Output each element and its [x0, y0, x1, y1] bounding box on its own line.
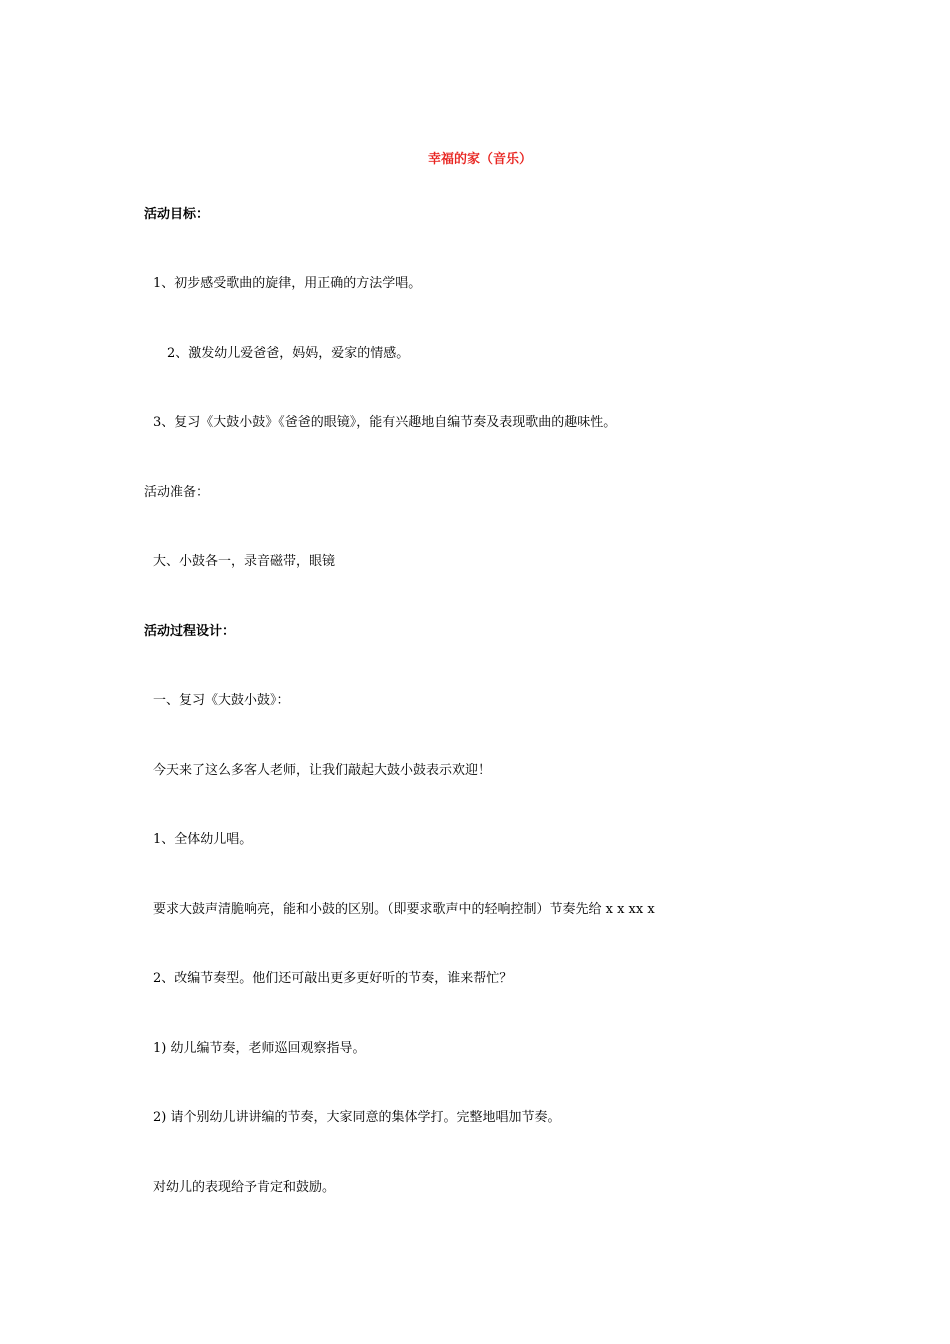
document-title: 幸福的家（音乐）	[427, 152, 532, 167]
process-sub-step-2: 2、改编节奏型。他们还可敲出更多更好听的节奏，谁来帮忙？	[153, 971, 513, 986]
process-closing: 对幼儿的表现给予肯定和鼓励。	[153, 1180, 336, 1195]
process-sub-step-1-requirement: 要求大鼓声清脆响亮，能和小鼓的区别。（即要求歌声中的轻响控制）节奏先给 x x xx x	[153, 902, 655, 917]
process-sub-step-1: 1、全体幼儿唱。	[153, 832, 253, 847]
goal-item-3: 3、复习《大鼓小鼓》《爸爸的眼镜》，能有兴趣地自编节奏及表现歌曲的趣味性。	[153, 415, 617, 430]
heading-activity-process: 活动过程设计：	[144, 624, 236, 639]
process-sub-step-2a: 1) 幼儿编节奏，老师巡回观察指导。	[153, 1041, 366, 1056]
process-sub-step-2b: 2) 请个别幼儿讲讲编的节奏，大家同意的集体学打。完整地唱加节奏。	[153, 1110, 561, 1125]
heading-activity-goals: 活动目标：	[144, 207, 210, 222]
process-step-one-intro: 今天来了这么多客人老师，让我们敲起大鼓小鼓表示欢迎！	[153, 763, 492, 778]
prep-items: 大、小鼓各一，录音磁带，眼镜	[153, 554, 336, 569]
process-step-one: 一、复习《大鼓小鼓》：	[153, 693, 290, 708]
heading-activity-prep: 活动准备：	[144, 485, 210, 500]
goal-item-2: 2、激发幼儿爱爸爸，妈妈，爱家的情感。	[167, 346, 410, 361]
goal-item-1: 1、初步感受歌曲的旋律，用正确的方法学唱。	[153, 276, 422, 291]
